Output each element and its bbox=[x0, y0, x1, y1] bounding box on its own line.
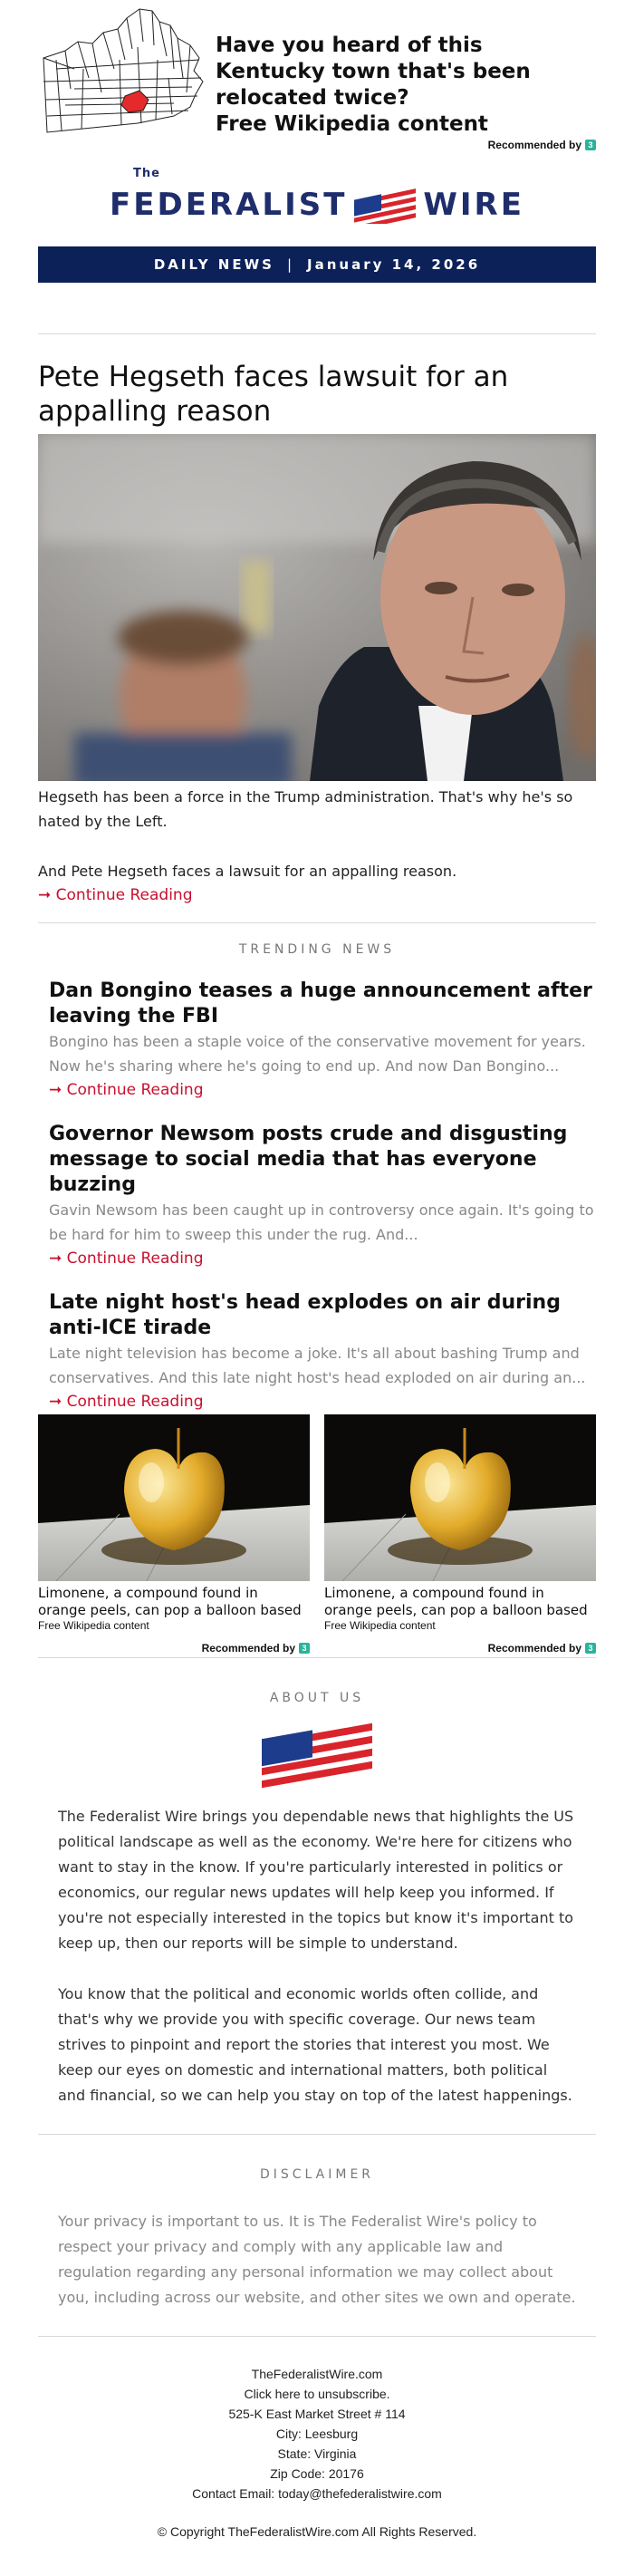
footer-state: State: Virginia bbox=[277, 2446, 357, 2461]
sponsored-source: Free Wikipedia content bbox=[38, 1619, 149, 1632]
banner-date: January 14, 2026 bbox=[307, 256, 481, 273]
main-article-paragraph-2: And Pete Hegseth faces a lawsuit for an appalling reason. bbox=[38, 863, 457, 880]
balloon-photo bbox=[324, 1414, 596, 1581]
trending-continue-reading-link[interactable]: ➞ Continue Reading bbox=[49, 1249, 204, 1268]
trending-heading: TRENDING NEWS bbox=[238, 942, 396, 957]
sponsored-title[interactable]: Limonene, a compound found in orange peels, can pop a balloon based bbox=[38, 1585, 302, 1618]
footer-site-link[interactable]: TheFederalistWire.com bbox=[251, 2367, 383, 2381]
footer-address: 525-K East Market Street # 114 bbox=[228, 2407, 406, 2421]
top-ad[interactable] bbox=[38, 0, 596, 136]
main-continue-reading-link[interactable]: ➞ Continue Reading bbox=[38, 886, 193, 904]
daily-news-banner bbox=[38, 246, 596, 283]
trending-desc: Late night television has become a joke. It's all about bashing Trump and conservatives. And this late night host's head exploded on air during an... bbox=[49, 1345, 586, 1386]
about-section bbox=[38, 1804, 596, 2108]
flag-icon bbox=[352, 186, 418, 224]
sponsored-image[interactable] bbox=[38, 1414, 310, 1581]
about-flag bbox=[38, 1718, 596, 1795]
trending-continue-reading-link[interactable]: ➞ Continue Reading bbox=[49, 1081, 204, 1099]
trending-continue-reading-link[interactable]: ➞ Continue Reading bbox=[49, 1393, 204, 1411]
sponsored-grid bbox=[38, 1414, 596, 1632]
recommended-by[interactable] bbox=[324, 1639, 596, 1657]
trending-item[interactable] bbox=[38, 1290, 596, 1413]
about-paragraph-2: You know that the political and economic worlds often collide, and that's why we provide you with specific coverage. Our news team strives to pinpoint and report the stories that interest you most. We keep our eyes on domestic and international matters, both political and financial, so we can help you stay on top of the latest happenings. bbox=[58, 1985, 572, 2104]
trending-desc: Bongino has been a staple voice of the conservative movement for years. Now he's sharing where he's going to end up. And now Dan Bongino... bbox=[49, 1033, 586, 1075]
main-article-title[interactable]: Pete Hegseth faces lawsuit for an appalling reason bbox=[38, 361, 509, 428]
sponsored-card[interactable] bbox=[38, 1414, 310, 1632]
banner-separator: | bbox=[286, 256, 295, 273]
main-article-summary bbox=[38, 785, 596, 883]
logo-wire: WIRE bbox=[423, 187, 524, 223]
footer-email[interactable]: Contact Email: today@thefederalistwire.com bbox=[192, 2486, 442, 2501]
recommended-label: Recommended by bbox=[487, 1642, 581, 1655]
divider bbox=[38, 922, 596, 923]
footer-city: City: Leesburg bbox=[275, 2426, 359, 2441]
logo-the: The bbox=[133, 167, 160, 180]
disclaimer-text: Your privacy is important to us. It is The Federalist Wire's policy to respect your privacy and comply with any applicable law and regulation regarding any personal information we may collect about you, including across our website, and other sites we own and operate. bbox=[58, 2213, 576, 2306]
top-ad-title[interactable] bbox=[216, 33, 596, 138]
about-heading: ABOUT US bbox=[269, 1691, 365, 1705]
disclaimer-section bbox=[38, 2209, 596, 2311]
sponsored-recommended-row bbox=[38, 1639, 596, 1657]
divider bbox=[38, 2134, 596, 2135]
hegseth-photo bbox=[38, 434, 596, 781]
sponsored-source: Free Wikipedia content bbox=[324, 1619, 436, 1632]
footer bbox=[38, 2364, 596, 2542]
site-logo[interactable] bbox=[38, 159, 596, 241]
recommended-by[interactable] bbox=[38, 1639, 310, 1657]
main-article-image[interactable] bbox=[38, 434, 596, 781]
footer-copyright: © Copyright TheFederalistWire.com All Rights Reserved. bbox=[157, 2524, 477, 2539]
disclaimer-heading: DISCLAIMER bbox=[259, 2167, 375, 2182]
trending-title[interactable]: Late night host's head explodes on air during anti-ICE tirade bbox=[49, 1291, 561, 1339]
logo-federalist: FEDERALIST bbox=[110, 187, 348, 223]
sponsored-title[interactable]: Limonene, a compound found in orange peels, can pop a balloon based bbox=[324, 1585, 588, 1618]
recommend-logo-icon: 3 bbox=[585, 140, 596, 150]
footer-zip: Zip Code: 20176 bbox=[270, 2466, 364, 2481]
about-paragraph-1: The Federalist Wire brings you dependable news that highlights the US political landscape as well as the economy. We're here for citizens who want to stay in the know. If you're particularly interested in politics or economics, our regular news updates will help keep you informed. If you're not especially interested in the topics but know it's important to keep up, then our reports will be simple to understand. bbox=[58, 1808, 574, 1952]
recommend-logo-icon: 3 bbox=[585, 1643, 596, 1654]
main-article-paragraph-1: Hegseth has been a force in the Trump administration. That's why he's so hated by the Left. bbox=[38, 788, 573, 830]
trending-title[interactable]: Governor Newsom posts crude and disgusting message to social media that has everyone buzzing bbox=[49, 1123, 568, 1196]
trending-desc: Gavin Newsom has been caught up in controversy once again. It's going to be hard for him to sweep this under the rug. And... bbox=[49, 1201, 594, 1243]
unsubscribe-link[interactable]: Click here to unsubscribe. bbox=[244, 2387, 390, 2401]
divider bbox=[38, 1657, 596, 1658]
recommended-label: Recommended by bbox=[487, 139, 581, 151]
top-ad-source: Free Wikipedia content bbox=[216, 112, 488, 136]
trending-item[interactable] bbox=[38, 1122, 596, 1269]
divider bbox=[38, 333, 596, 334]
divider bbox=[38, 2336, 596, 2337]
recommend-logo-icon: 3 bbox=[299, 1643, 310, 1654]
trending-title[interactable]: Dan Bongino teases a huge announcement after leaving the FBI bbox=[49, 979, 592, 1028]
top-ad-headline[interactable]: Have you heard of this Kentucky town that's been relocated twice? bbox=[216, 34, 531, 110]
newsletter bbox=[38, 0, 596, 2542]
banner-label: DAILY NEWS bbox=[153, 256, 274, 273]
flag-icon bbox=[258, 1718, 376, 1790]
recommended-label: Recommended by bbox=[201, 1642, 295, 1655]
balloon-photo bbox=[38, 1414, 310, 1581]
kentucky-map-image[interactable] bbox=[38, 5, 210, 140]
trending-item[interactable] bbox=[38, 979, 596, 1101]
sponsored-image[interactable] bbox=[324, 1414, 596, 1581]
sponsored-card[interactable] bbox=[324, 1414, 596, 1632]
